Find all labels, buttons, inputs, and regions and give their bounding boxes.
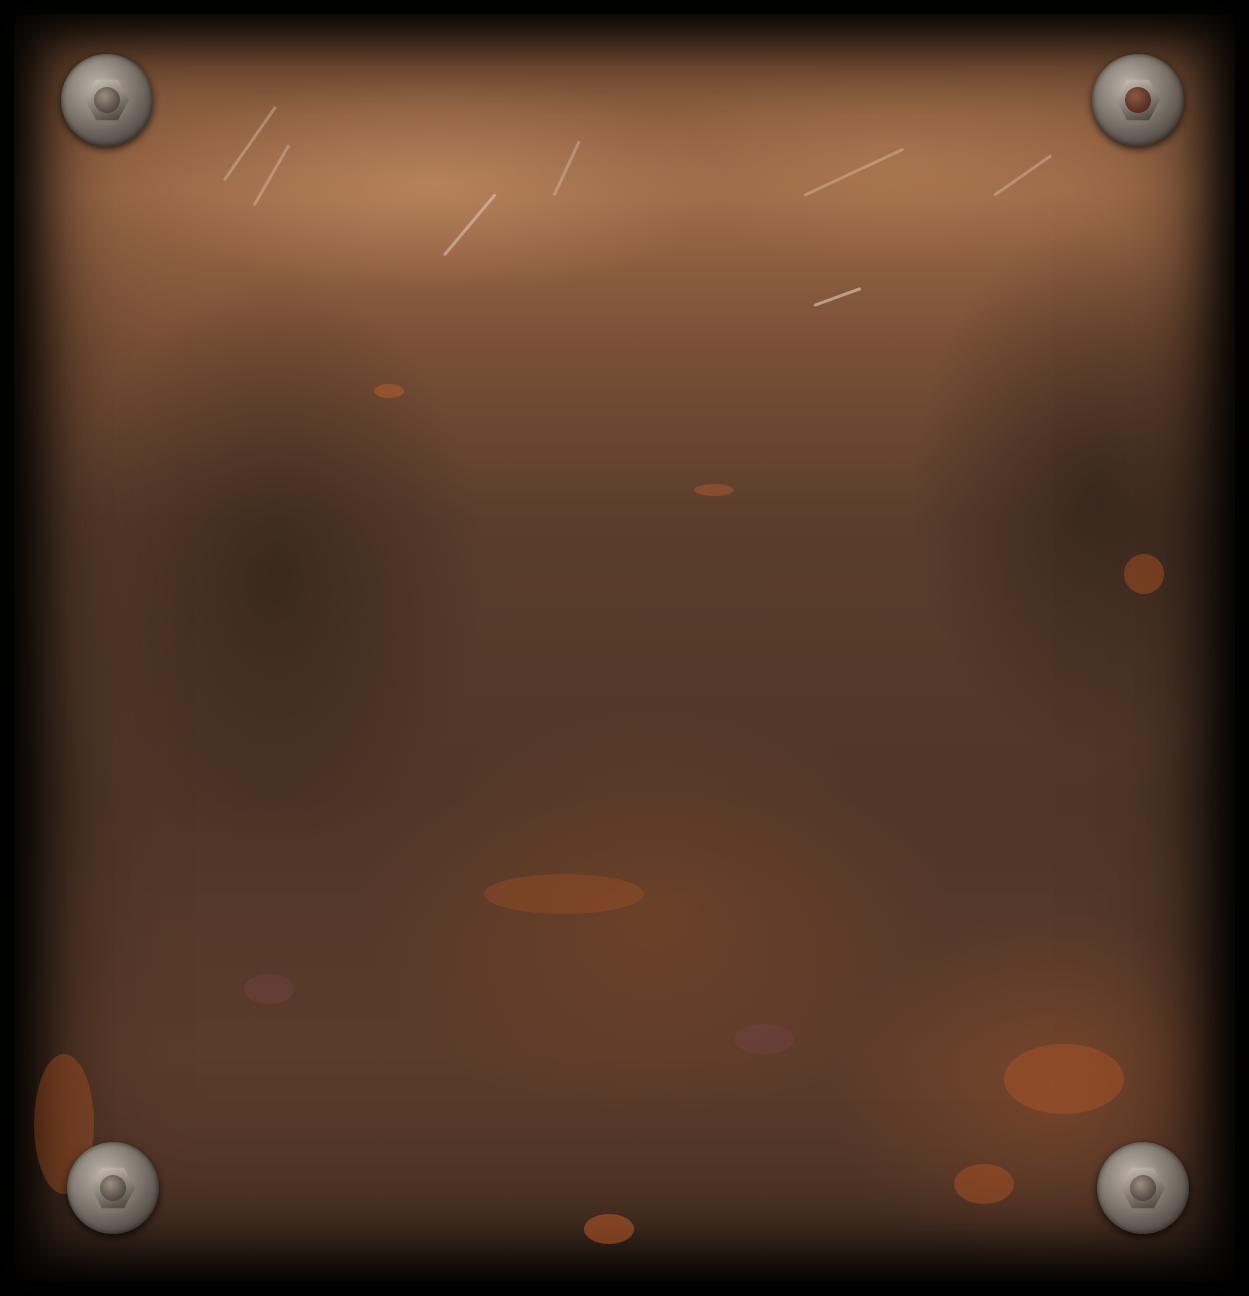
rust-spot <box>694 484 734 496</box>
rusted-metal-plate <box>14 14 1235 1282</box>
bolt-top-right <box>1092 54 1184 146</box>
scratch-mark <box>813 287 861 307</box>
rust-spot <box>954 1164 1014 1204</box>
scratch-mark <box>443 193 497 256</box>
scratch-mark <box>803 148 904 197</box>
scratch-mark <box>993 154 1052 197</box>
scratch-mark <box>553 140 581 196</box>
bolt-stud <box>94 87 120 113</box>
rust-spot <box>1004 1044 1124 1114</box>
rust-spot <box>374 384 404 398</box>
bolt-stud <box>1130 1175 1156 1201</box>
rust-spot <box>1124 554 1164 594</box>
bolt-bottom-right <box>1097 1142 1189 1234</box>
rust-spot <box>484 874 644 914</box>
scratch-mark <box>253 144 291 206</box>
bolt-top-left <box>61 54 153 146</box>
bolt-stud <box>1125 87 1151 113</box>
bolt-stud <box>100 1175 126 1201</box>
bolt-bottom-left <box>67 1142 159 1234</box>
rust-spot <box>584 1214 634 1244</box>
rust-spot <box>244 974 294 1004</box>
rust-spot <box>734 1024 794 1054</box>
scratch-mark <box>223 106 277 181</box>
